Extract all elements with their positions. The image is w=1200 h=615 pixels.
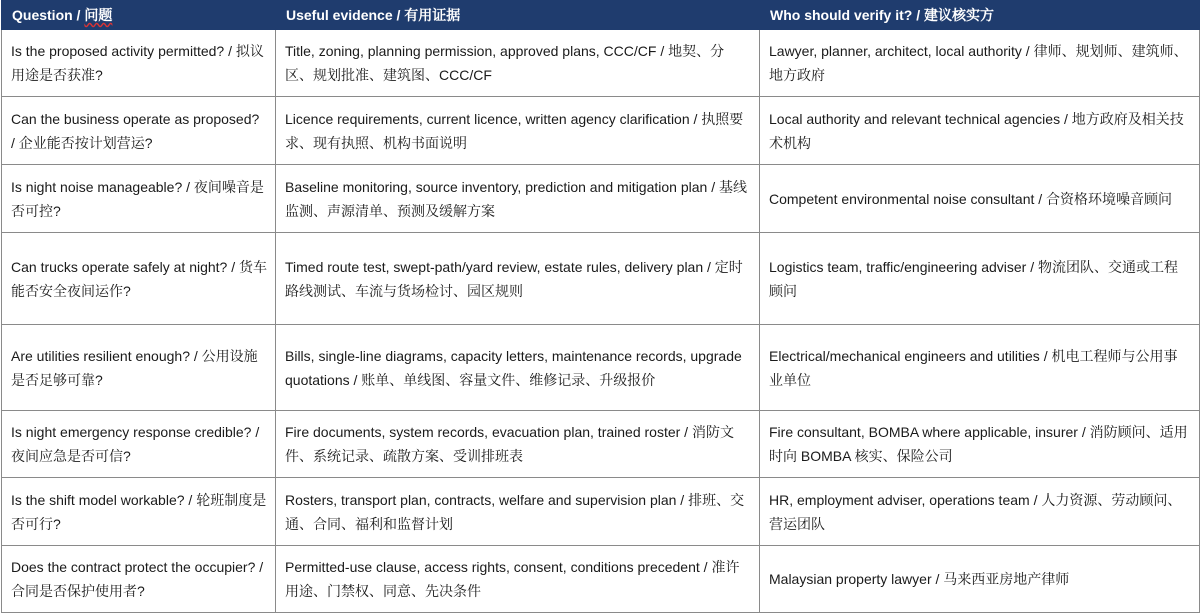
evidence-cell: Licence requirements, current licence, written agency clarification / 执照要求、现有执照、机构书面说明 — [276, 97, 760, 165]
table-row — [2, 165, 1200, 233]
verifier-cell: Lawyer, planner, architect, local authority / 律师、规划师、建筑师、地方政府 — [760, 30, 1200, 97]
question-cell: Is night emergency response credible? / 夜间应急是否可信? — [2, 411, 276, 478]
verifier-cell: Competent environmental noise consultant / 合资格环境噪音顾问 — [760, 165, 1200, 233]
verifier-cell: Logistics team, traffic/engineering adviser / 物流团队、交通或工程顾问 — [760, 233, 1200, 325]
question-cell: Does the contract protect the occupier? / 合同是否保护使用者? — [2, 546, 276, 613]
table-row — [2, 546, 1200, 613]
evidence-cell: Fire documents, system records, evacuation plan, trained roster / 消防文件、系统记录、疏散方案、受训排班表 — [276, 411, 760, 478]
verifier-cell: Malaysian property lawyer / 马来西亚房地产律师 — [760, 546, 1200, 613]
question-cell: Is night noise manageable? / 夜间噪音是否可控? — [2, 165, 276, 233]
question-cell: Is the shift model workable? / 轮班制度是否可行? — [2, 478, 276, 546]
evidence-cell: Baseline monitoring, source inventory, prediction and mitigation plan / 基线监测、声源清单、预测及缓解方案 — [276, 165, 760, 233]
evidence-cell: Bills, single-line diagrams, capacity letters, maintenance records, upgrade quotations / 账单、单线图、容量文件、维修记录、升级报价 — [276, 325, 760, 411]
header-evidence: Useful evidence / 有用证据 — [276, 1, 760, 30]
header-verifier: Who should verify it? / 建议核实方 — [760, 1, 1200, 30]
table-row — [2, 478, 1200, 546]
header-question-label: Question / — [12, 7, 85, 23]
verifier-cell: Local authority and relevant technical agencies / 地方政府及相关技术机构 — [760, 97, 1200, 165]
verifier-cell: Fire consultant, BOMBA where applicable, insurer / 消防顾问、适用时向 BOMBA 核实、保险公司 — [760, 411, 1200, 478]
evidence-cell: Timed route test, swept-path/yard review, estate rules, delivery plan / 定时路线测试、车流与货场检讨、园区规则 — [276, 233, 760, 325]
table-row — [2, 97, 1200, 165]
verification-table — [1, 0, 1200, 613]
header-question-label-zh: 问题 — [84, 7, 113, 23]
evidence-cell: Rosters, transport plan, contracts, welfare and supervision plan / 排班、交通、合同、福利和监督计划 — [276, 478, 760, 546]
table-row — [2, 411, 1200, 478]
evidence-cell: Title, zoning, planning permission, approved plans, CCC/CF / 地契、分区、规划批准、建筑图、CCC/CF — [276, 30, 760, 97]
question-cell: Can the business operate as proposed? / 企业能否按计划营运? — [2, 97, 276, 165]
evidence-cell: Permitted-use clause, access rights, consent, conditions precedent / 准许用途、门禁权、同意、先决条件 — [276, 546, 760, 613]
header-question — [2, 1, 276, 30]
question-cell: Are utilities resilient enough? / 公用设施是否足够可靠? — [2, 325, 276, 411]
table-row — [2, 325, 1200, 411]
question-cell: Is the proposed activity permitted? / 拟议用途是否获准? — [2, 30, 276, 97]
table-row — [2, 233, 1200, 325]
table-row — [2, 30, 1200, 97]
verifier-cell: HR, employment adviser, operations team / 人力资源、劳动顾问、营运团队 — [760, 478, 1200, 546]
table-header-row — [2, 1, 1200, 30]
verifier-cell: Electrical/mechanical engineers and utilities / 机电工程师与公用事业单位 — [760, 325, 1200, 411]
question-cell: Can trucks operate safely at night? / 货车能否安全夜间运作? — [2, 233, 276, 325]
